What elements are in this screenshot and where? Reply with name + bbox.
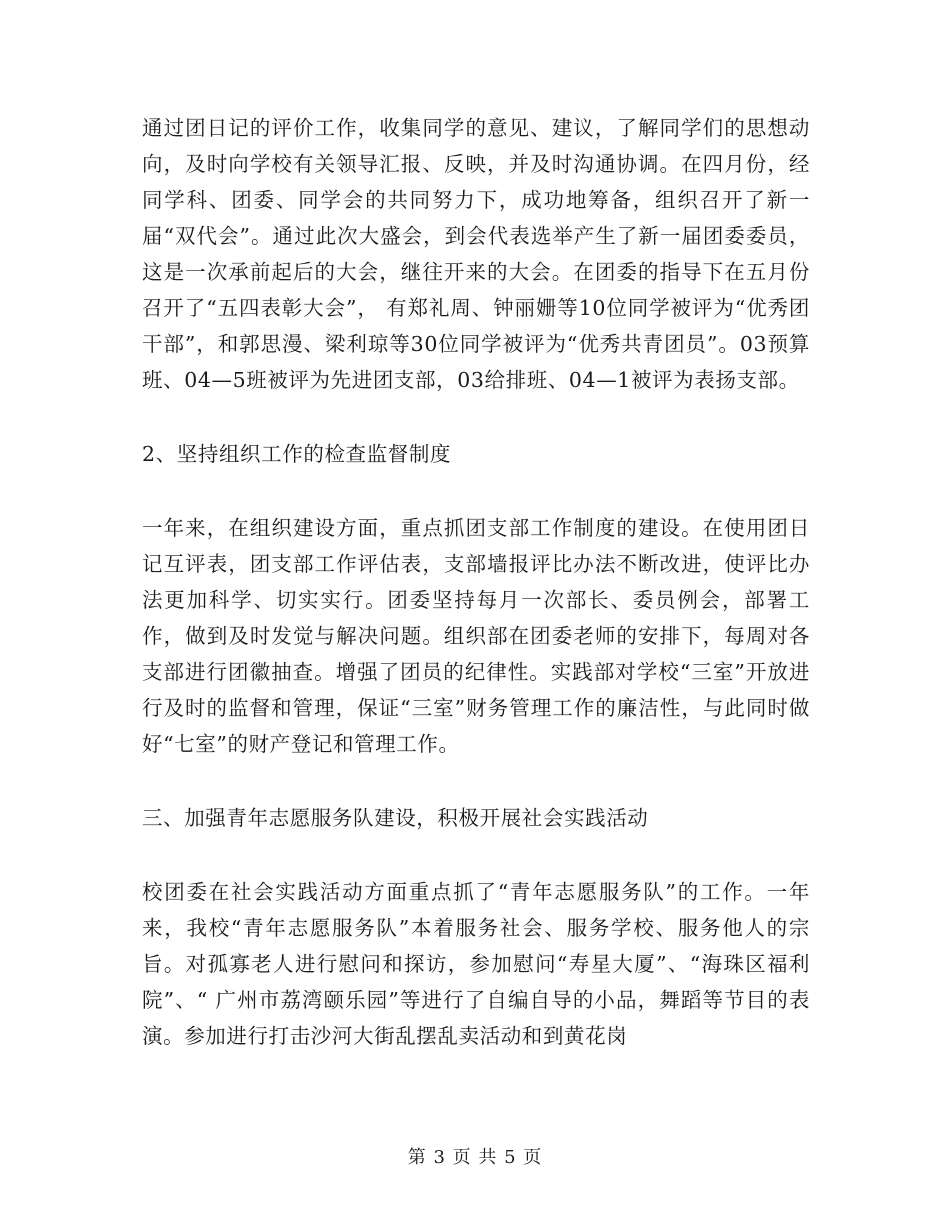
body-paragraph-1: 通过团日记的评价工作，收集同学的意见、建议，了解同学们的思想动向，及时向学校有关领导汇报、反映，并及时沟通协调。在四月份，经同学科、团委、同学会的共同努力下，成功地筹备，组织召开了新一届“双代会”。通过此次大盛会，到会代表选举产生了新一届团委委员，这是一次承前起后的大会，继往开来的大会。在团委的指导下在五月份召开了“五四表彰大会”， 有郑礼周、钟丽姗等10位同学被评为“优秀团干部”，和郭思漫、梁利琼等30位同学被评为“优秀共青团员”。03预算班、04—5班被评为先进团支部，03给排班、04—1被评为表扬支部。 (142, 116, 810, 392)
section-heading-3: 三、加强青年志愿服务队建设，积极开展社会实践活动 (142, 806, 649, 830)
page-number-footer: 第 3 页 共 5 页 (407, 1147, 543, 1168)
document-body (142, 110, 810, 1054)
section-heading-2: 2、坚持组织工作的检查监督制度 (142, 442, 452, 466)
body-paragraph-2: 一年来，在组织建设方面，重点抓团支部工作制度的建设。在使用团日记互评表，团支部工作评估表，支部墙报评比办法不断改进，使评比办法更加科学、切实实行。团委坚持每月一次部长、委员例会，部署工作，做到及时发觉与解决问题。组织部在团委老师的安排下，每周对各支部进行团徽抽查。增强了团员的纪律性。实践部对学校“三室”开放进行及时的监督和管理，保证“三室”财务管理工作的廉洁性，与此同时做好“七室”的财产登记和管理工作。 (142, 516, 810, 756)
body-paragraph-3: 校团委在社会实践活动方面重点抓了“青年志愿服务队”的工作。一年来，我校“青年志愿服务队”本着服务社会、服务学校、服务他人的宗旨。对孤寡老人进行慰问和探访，参加慰问“寿星大厦”、“海珠区福利院”、“ 广州市荔湾颐乐园”等进行了自编自导的小品，舞蹈等节目的表演。参加进行打击沙河大街乱摆乱卖活动和到黄花岗 (142, 880, 810, 1048)
